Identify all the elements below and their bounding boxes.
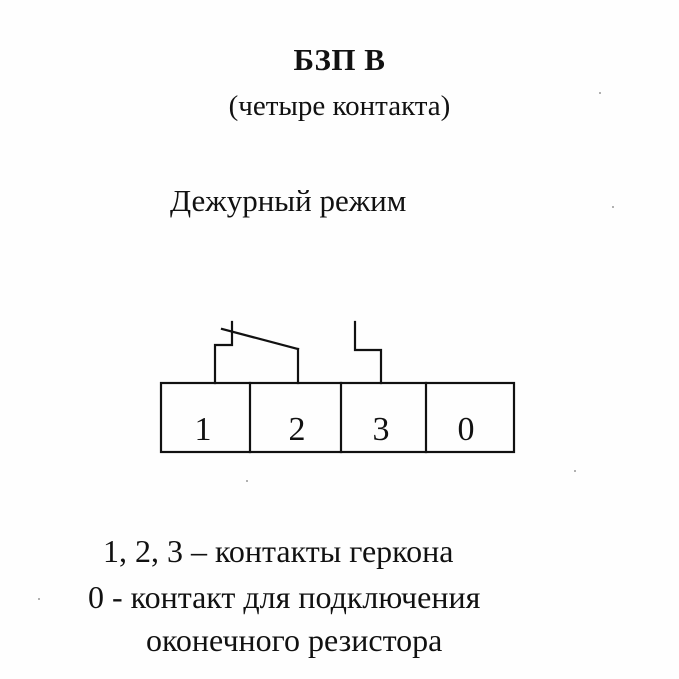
legend-resistor-contact-cont: оконечного резистора <box>146 622 443 658</box>
scan-speck <box>246 480 248 482</box>
legend-resistor-contact: 0 - контакт для подключения <box>88 579 481 615</box>
reed-contact-arm <box>222 329 298 349</box>
diagram-subtitle: (четыре контакта) <box>228 90 451 122</box>
legend-reed-contacts: 1, 2, 3 – контакты геркона <box>103 533 454 569</box>
terminal-label-1: 1 <box>194 411 212 448</box>
scan-speck <box>38 598 40 600</box>
terminal-label-3: 3 <box>372 411 390 448</box>
diagram-title: БЗП В <box>293 42 386 77</box>
scan-speck <box>599 92 601 94</box>
mode-label: Дежурный режим <box>170 183 407 218</box>
contact-3-lead <box>355 322 381 383</box>
scan-speck <box>612 206 614 208</box>
terminal-label-2: 2 <box>288 411 306 448</box>
scan-speck <box>574 470 576 472</box>
terminal-label-0: 0 <box>457 411 475 448</box>
